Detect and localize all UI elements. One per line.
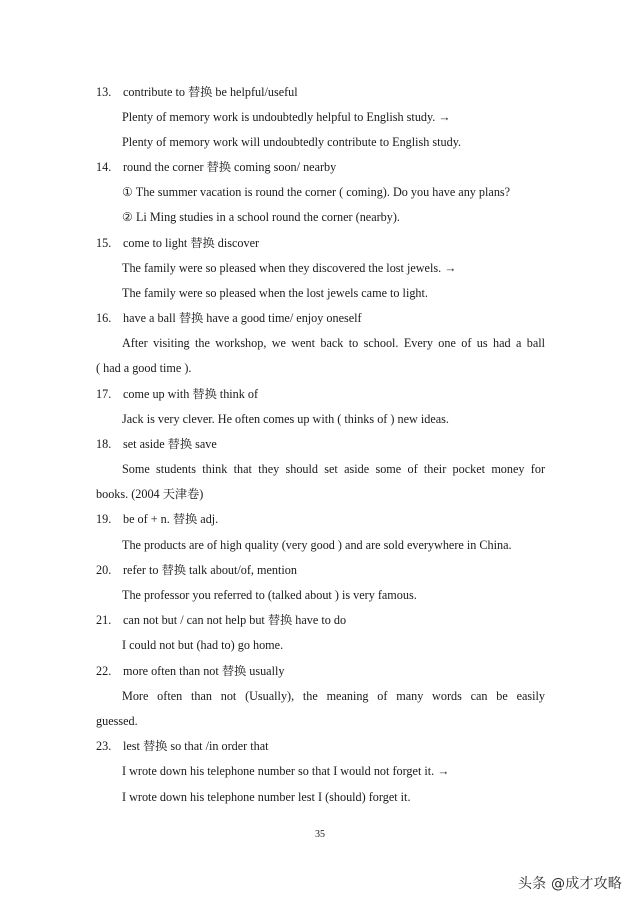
- entry-14-heading: [96, 159, 336, 175]
- entry-number: 20.: [96, 563, 112, 577]
- entry-number: 19.: [96, 512, 112, 526]
- entry-20-heading: [96, 562, 297, 578]
- entry-22-heading: [96, 663, 284, 679]
- entry-number: 13.: [96, 85, 112, 99]
- entry-number: 14.: [96, 160, 112, 174]
- entry-15-heading: [96, 235, 259, 251]
- entry-23-heading: [96, 738, 269, 754]
- entry-title: come up with 替换 think of: [123, 387, 259, 401]
- entry-title: set aside 替换 save: [123, 437, 217, 451]
- example-sentence: The family were so pleased when they discovered the lost jewels. →: [122, 261, 457, 275]
- example-sentence: After visiting the workshop, we went back to school. Every one of us had a ball: [122, 336, 545, 350]
- entry-18-heading: [96, 436, 217, 452]
- entry-number: 22.: [96, 664, 112, 678]
- entry-number: 15.: [96, 236, 112, 250]
- example-sentence-continued: guessed.: [96, 714, 138, 728]
- entry-number: 23.: [96, 739, 112, 753]
- entry-number: 21.: [96, 613, 112, 627]
- example-sentence: Jack is very clever. He often comes up with ( thinks of ) new ideas.: [122, 412, 449, 426]
- example-sentence-continued: ( had a good time ).: [96, 361, 192, 375]
- entry-16-heading: [96, 310, 362, 326]
- example-sentence: Some students think that they should set aside some of their pocket money for: [122, 462, 545, 476]
- example-sentence: Plenty of memory work is undoubtedly helpful to English study. →: [122, 110, 451, 124]
- entry-title: contribute to 替换 be helpful/useful: [123, 85, 298, 99]
- example-sentence-continued: books. (2004 天津卷): [96, 487, 204, 501]
- example-sentence: I wrote down his telephone number lest I (should) forget it.: [122, 790, 411, 804]
- entry-title: lest 替换 so that /in order that: [123, 739, 269, 753]
- entry-number: 18.: [96, 437, 112, 451]
- example-sentence: I could not but (had to) go home.: [122, 638, 284, 652]
- entry-17-heading: [96, 386, 258, 402]
- example-sentence: The professor you referred to (talked about ) is very famous.: [122, 588, 417, 602]
- entry-title: come to light 替换 discover: [123, 236, 260, 250]
- example-sentence: ② Li Ming studies in a school round the corner (nearby).: [122, 210, 400, 224]
- example-sentence: The family were so pleased when the lost jewels came to light.: [122, 286, 428, 300]
- entry-19-heading: [96, 511, 218, 527]
- example-sentence: ① The summer vacation is round the corner ( coming). Do you have any plans?: [122, 185, 511, 199]
- entry-title: refer to 替换 talk about/of, mention: [123, 563, 297, 577]
- entry-number: 17.: [96, 387, 112, 401]
- entry-13-heading: [96, 84, 298, 100]
- entry-title: be of + n. 替换 adj.: [123, 512, 219, 526]
- entry-title: round the corner 替换 coming soon/ nearby: [123, 160, 337, 174]
- entry-title: more often than not 替换 usually: [123, 664, 285, 678]
- entry-title: have a ball 替换 have a good time/ enjoy oneself: [123, 311, 362, 325]
- entry-number: 16.: [96, 311, 112, 325]
- example-sentence: More often than not (Usually), the meaning of many words can be easily: [122, 689, 545, 703]
- page-number: 35: [315, 829, 325, 840]
- entry-21-heading: [96, 612, 346, 628]
- example-sentence: The products are of high quality (very good ) and are sold everywhere in China.: [122, 538, 512, 552]
- entry-title: can not but / can not help but 替换 have to do: [123, 613, 347, 627]
- watermark-text: 头条 @成才攻略: [517, 876, 622, 892]
- example-sentence: Plenty of memory work will undoubtedly contribute to English study.: [122, 135, 462, 149]
- example-sentence: I wrote down his telephone number so that I would not forget it. →: [122, 764, 450, 778]
